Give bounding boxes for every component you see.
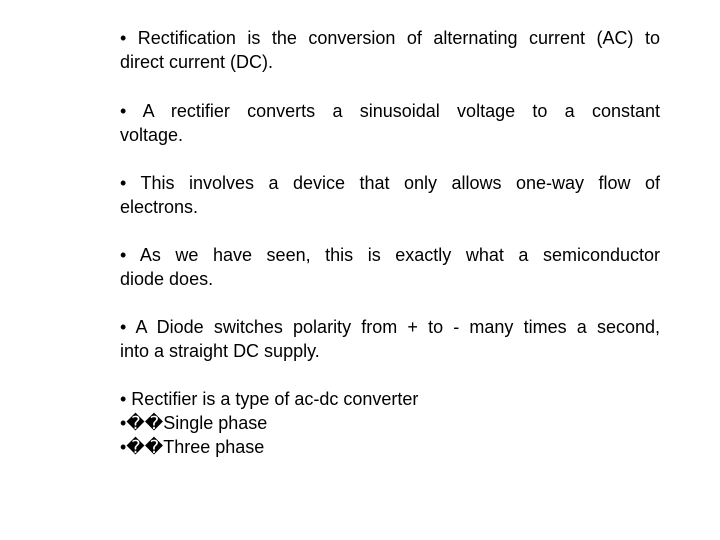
bullet-diode-switches [120,315,660,363]
bullet-line: • A rectifier converts a sinusoidal voltage to a constant [120,101,660,121]
bullet-line: • A Diode switches polarity from + to - many times a second, [120,317,660,337]
list-item-single-phase: •��Single phase [120,413,268,433]
bullet-rectification [120,26,660,74]
converter-heading: • Rectifier is a type of ac-dc converter [120,389,419,409]
bullet-line: into a straight DC supply. [120,341,320,361]
bullet-line: electrons. [120,197,199,217]
converter-list [120,387,660,459]
bullet-line: direct current (DC). [120,52,274,72]
bullet-line: diode does. [120,269,214,289]
bullet-one-way-flow [120,171,660,219]
bullet-line: • Rectification is the conversion of alternating current (AC) to [120,28,660,48]
bullet-semiconductor-diode [120,243,660,291]
bullet-line: • As we have seen, this is exactly what a semiconductor [120,245,660,265]
bullet-rectifier-converts [120,99,660,147]
bullet-line: • This involves a device that only allows one-way flow of [120,173,660,193]
bullet-line: voltage. [120,125,184,145]
list-item-three-phase: •��Three phase [120,437,265,457]
